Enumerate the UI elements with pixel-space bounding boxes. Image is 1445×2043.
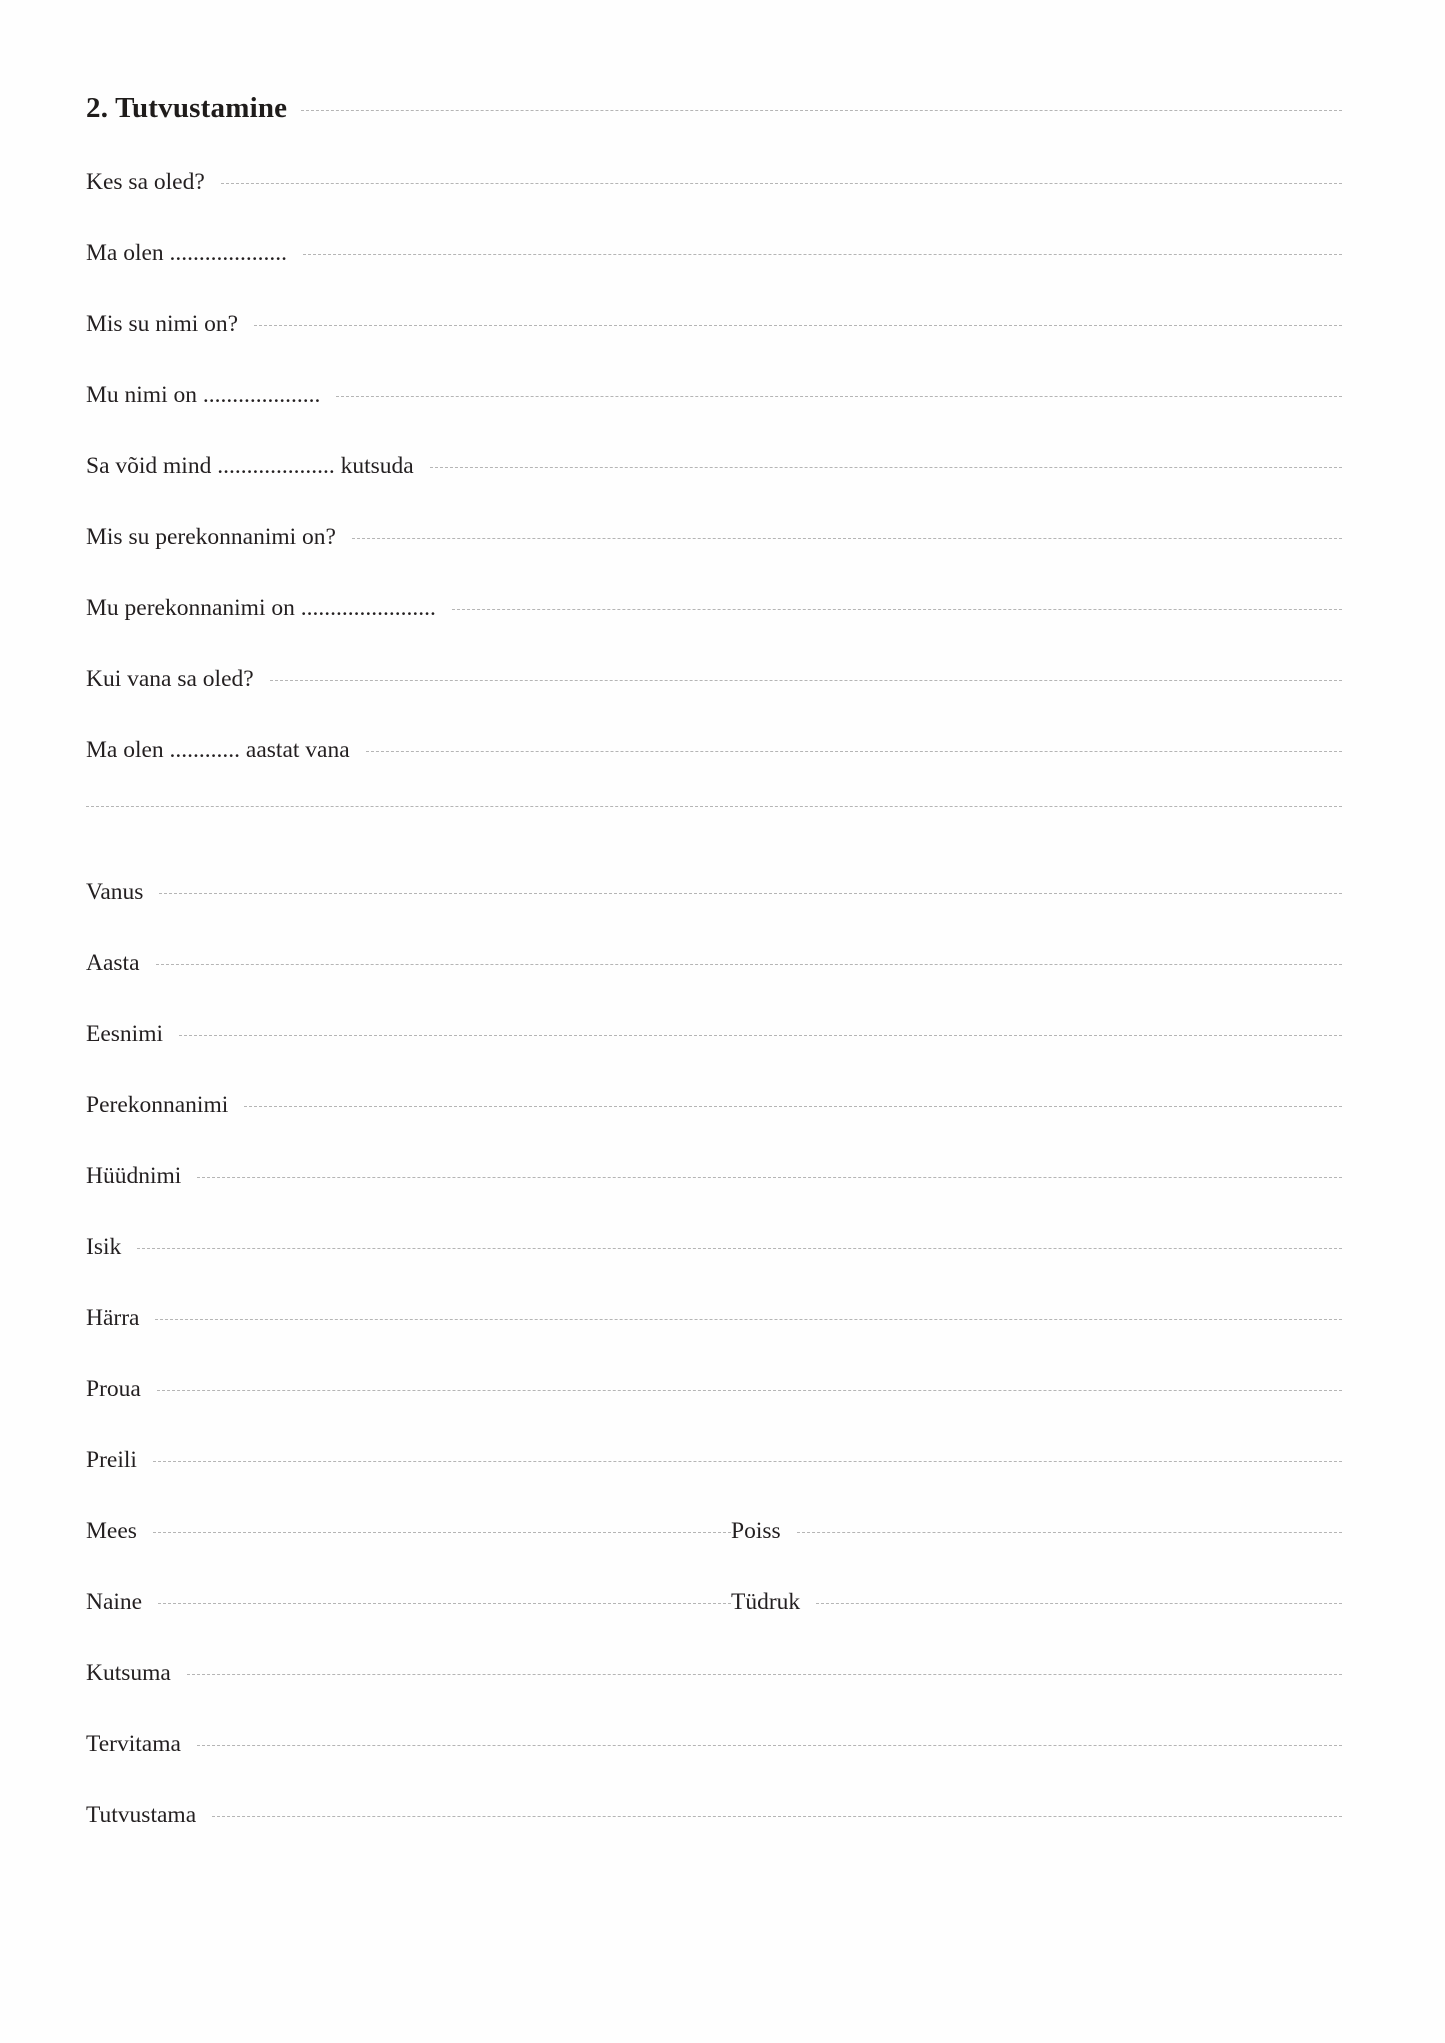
answer-line[interactable] xyxy=(336,395,1342,397)
answer-line[interactable] xyxy=(797,1531,1342,1533)
vocabulary-label: Naine xyxy=(86,1589,143,1615)
vocabulary-label: Perekonnanimi xyxy=(86,1092,229,1118)
vocabulary-label: Mees xyxy=(86,1518,137,1544)
phrase-label: Mu nimi on .................... xyxy=(86,382,321,408)
vocabulary-label: Aasta xyxy=(86,950,140,976)
phrase-row xyxy=(86,526,1342,597)
vocabulary-row xyxy=(86,881,1342,952)
phrase-label: Sa võid mind .................... kutsuda xyxy=(86,453,414,479)
pair-right xyxy=(731,1520,1342,1544)
vocabulary-row xyxy=(86,1378,1342,1449)
vocabulary-label: Isik xyxy=(86,1234,122,1260)
phrase-row xyxy=(86,739,1342,810)
phrase-row xyxy=(86,597,1342,668)
answer-line[interactable] xyxy=(153,1460,1342,1462)
vocabulary-row xyxy=(86,1023,1342,1094)
answer-line[interactable] xyxy=(179,1034,1342,1036)
phrase-label: Mis su nimi on? xyxy=(86,311,239,337)
vocabulary-row xyxy=(86,1307,1342,1378)
title-leader-line xyxy=(301,109,1342,111)
answer-line[interactable] xyxy=(366,750,1342,752)
phrase-row xyxy=(86,171,1342,242)
phrase-row xyxy=(86,242,1342,313)
verb-label: Tutvustama xyxy=(86,1802,197,1828)
phrase-row xyxy=(86,668,1342,739)
pair-left xyxy=(86,1520,731,1544)
phrase-row xyxy=(86,384,1342,455)
vocabulary-label: Hüüdnimi xyxy=(86,1163,182,1189)
vocabulary-pair-row xyxy=(86,1520,1342,1591)
vocabulary-label: Tüdruk xyxy=(731,1589,801,1615)
answer-line[interactable] xyxy=(352,537,1342,539)
vocabulary-row xyxy=(86,1236,1342,1307)
vocabulary-label: Eesnimi xyxy=(86,1021,164,1047)
answer-line[interactable] xyxy=(197,1176,1342,1178)
vocabulary-label: Vanus xyxy=(86,879,144,905)
phrase-label: Kes sa oled? xyxy=(86,169,205,195)
section-divider-row xyxy=(86,810,1342,881)
answer-line[interactable] xyxy=(157,1389,1342,1391)
phrase-label: Mu perekonnanimi on ....................... xyxy=(86,595,436,621)
pair-left xyxy=(86,1591,731,1615)
answer-line[interactable] xyxy=(187,1673,1342,1675)
verb-row xyxy=(86,1662,1342,1733)
answer-line[interactable] xyxy=(244,1105,1342,1107)
answer-line[interactable] xyxy=(158,1602,731,1604)
answer-line[interactable] xyxy=(254,324,1342,326)
vocabulary-row xyxy=(86,952,1342,1023)
phrase-row xyxy=(86,313,1342,384)
answer-line[interactable] xyxy=(159,892,1342,894)
answer-line[interactable] xyxy=(212,1815,1342,1817)
phrase-label: Ma olen ............ aastat vana xyxy=(86,737,350,763)
vocabulary-row xyxy=(86,1165,1342,1236)
vocabulary-row xyxy=(86,1094,1342,1165)
answer-line[interactable] xyxy=(156,963,1342,965)
phrase-label: Ma olen .................... xyxy=(86,240,288,266)
vocabulary-row xyxy=(86,1449,1342,1520)
answer-line[interactable] xyxy=(430,466,1342,468)
answer-line[interactable] xyxy=(197,1744,1342,1746)
answer-line[interactable] xyxy=(452,608,1342,610)
blank-line[interactable] xyxy=(86,805,1342,807)
answer-line[interactable] xyxy=(221,182,1342,184)
verb-label: Tervitama xyxy=(86,1731,181,1757)
phrase-label: Mis su perekonnanimi on? xyxy=(86,524,336,550)
pair-right xyxy=(731,1591,1342,1615)
verb-label: Kutsuma xyxy=(86,1660,171,1686)
page-title-row xyxy=(86,92,1342,125)
answer-line[interactable] xyxy=(270,679,1342,681)
vocabulary-label: Poiss xyxy=(731,1518,781,1544)
vocabulary-label: Preili xyxy=(86,1447,137,1473)
page-title: 2. Tutvustamine xyxy=(86,92,288,124)
phrase-list xyxy=(86,171,1342,1875)
answer-line[interactable] xyxy=(303,253,1342,255)
vocabulary-pair-row xyxy=(86,1591,1342,1662)
answer-line[interactable] xyxy=(816,1602,1342,1604)
answer-line[interactable] xyxy=(155,1318,1342,1320)
verb-row xyxy=(86,1733,1342,1804)
phrase-label: Kui vana sa oled? xyxy=(86,666,254,692)
answer-line[interactable] xyxy=(137,1247,1342,1249)
answer-line[interactable] xyxy=(153,1531,731,1533)
vocabulary-label: Proua xyxy=(86,1376,141,1402)
phrase-row xyxy=(86,455,1342,526)
verb-row xyxy=(86,1804,1342,1875)
vocabulary-label: Härra xyxy=(86,1305,140,1331)
